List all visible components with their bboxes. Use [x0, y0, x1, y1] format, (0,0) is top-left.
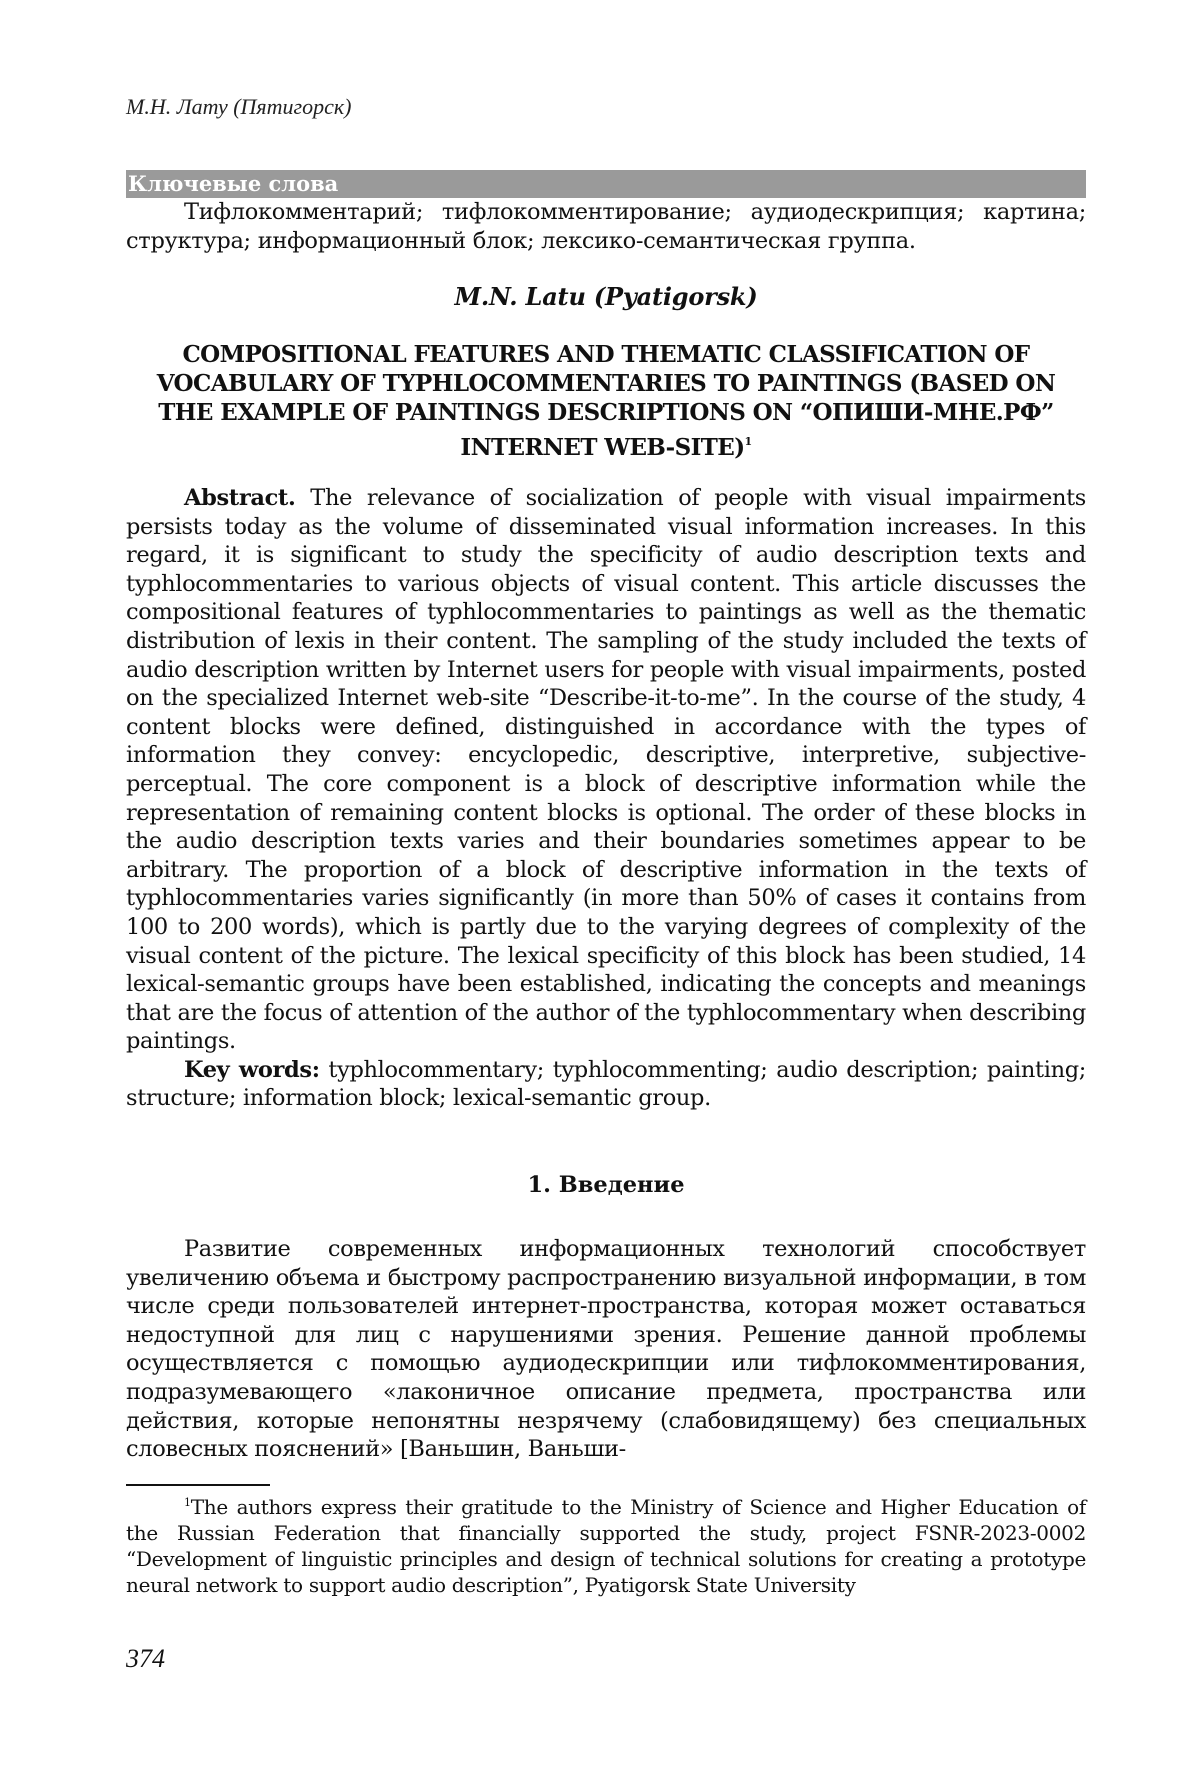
keywords-en-label: Key words: [184, 1056, 320, 1083]
keywords-en-text: typhlocommentary; typhlocommenting; audio description; painting; structure; information block; lexical-semantic group. [126, 1056, 1086, 1112]
keywords-ru-heading: Ключевые слова [126, 170, 1086, 198]
article-title-text: COMPOSITIONAL FEATURES AND THEMATIC CLASSIFICATION OF VOCABULARY OF TYPHLOCOMMENTARIES TO PAINTINGS (BASED ON THE EXAMPLE OF PAINTINGS DESCRIPTIONS ON “ОПИШИ-МНЕ.РФ” INTERNET WEB-SITE) [156, 341, 1056, 461]
article-title-en [126, 340, 1086, 462]
keywords-en-paragraph [126, 1056, 1086, 1113]
footnote [126, 1490, 1086, 1598]
keywords-ru-text: Тифлокомментарий; тифлокомментирование; аудиодескрипция; картина; структура; информационный блок; лексико-семантическая группа. [126, 199, 1086, 254]
footnote-divider [126, 1484, 270, 1486]
abstract-paragraph [126, 484, 1086, 1056]
page [126, 0, 1086, 1784]
abstract [126, 484, 1086, 1113]
page-number: 374 [126, 1644, 165, 1673]
author-en: M.N. Latu (Pyatigorsk) [454, 282, 758, 311]
running-head: М.Н. Лату (Пятигорск) [126, 94, 352, 119]
section-text: Развитие современных информационных технологий способствует увеличению объема и быстрому распространению визуальной информации, в том числе среди пользователей интернет-пространства, которая может оставаться недоступной для лиц с нарушениями зрения. Решение данной проблемы осуществляется с помощью аудиодескрипции или тифлокомментирования, подразумевающего «лаконичное описание предмета, пространства или действия, которые непонятны незрячему (слабовидящему) без специальных словесных пояснений» [Ваньшин, Ваньши- [126, 1236, 1086, 1463]
title-footnote-mark: 1 [744, 435, 752, 448]
abstract-label: Abstract. [184, 485, 296, 511]
abstract-text: The relevance of socialization of people with visual impairments persists today as the volume of disseminated visual information increases. In this regard, it is significant to study the specificity of audio description texts and typhlocommentaries to various objects of visual content. This article discusses the compositional features of typhlocommentaries to paintings as well as the thematic distribution of lexis in their content. The sampling of the study included the texts of audio description written by Internet users for people with visual impairments, posted on the specialized Internet web-site “Describe-it-to-me”. In the course of the study, 4 content blocks were defined, distinguished in accordance with the types of information they convey: encyclopedic, descriptive, interpretive, subjective-perceptual. The core component is a block of descriptive information while the representation of remaining content blocks is optional. The order of these blocks in the audio description texts varies and their boundaries sometimes appear to be arbitrary. The proportion of a block of descriptive information in the texts of typhlocommentaries varies significantly (in more than 50% of cases it contains from 100 to 200 words), which is partly due to the varying degrees of complexity of the visual content of the picture. The lexical specificity of this block has been studied, 14 lexical-semantic groups have been established, indicating the concepts and meanings that are the focus of attention of the author of the typhlocommentary when describing paintings. [126, 485, 1086, 1055]
footnote-text: The authors express their gratitude to the Ministry of Science and Higher Education of the Russian Federation that financially supported the study, project FSNR-2023-0002 “Development of linguistic principles and design of technical solutions for creating a prototype neural network to support audio description”, Pyatigorsk State University [126, 1495, 1086, 1597]
section-heading: 1. Введение [527, 1172, 685, 1198]
footnote-mark: 1 [184, 1496, 191, 1509]
